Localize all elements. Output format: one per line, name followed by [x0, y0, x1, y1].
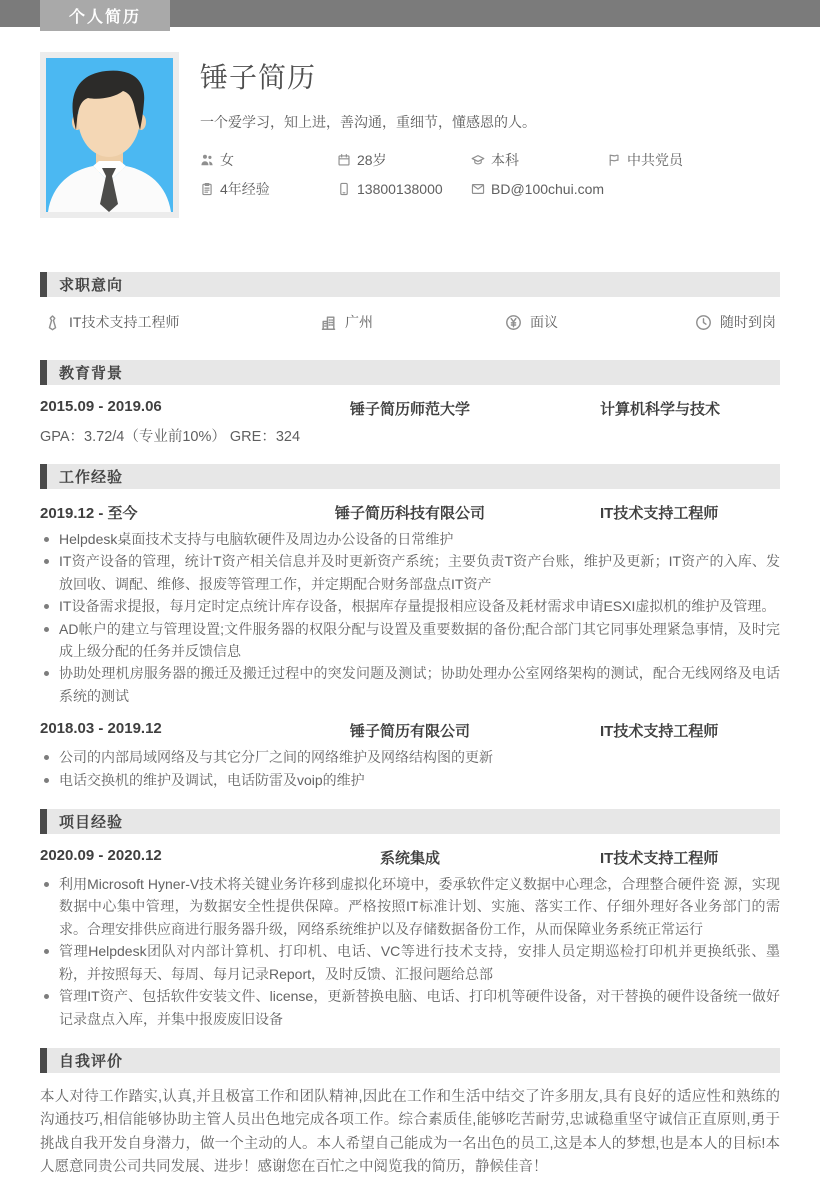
- page-title: 个人简历: [40, 0, 170, 31]
- section-title-label: 工作经验: [59, 469, 124, 486]
- job-intention-value: 面议: [530, 314, 558, 330]
- bullet-item: 电话交换机的维护及调试，电话防雷及voip的维护: [40, 769, 780, 791]
- education-entries: [40, 398, 780, 446]
- entry-header: [40, 720, 780, 740]
- calendar-icon: [337, 153, 351, 167]
- bullet-item: IT设备需求提报，每月定时定点统计库存设备，根据库存量提报相应设备及耗材需求申请ESXI虚拟机的维护及管理。: [40, 595, 780, 617]
- project-entries: [40, 847, 780, 1030]
- entry-header: [40, 502, 780, 522]
- profile-photo: [40, 52, 179, 218]
- bullet-item: 协助处理机房服务器的搬迁及搬迁过程中的突发问题及测试；协助处理办公室网络架构的测试，配合无线网络及电话系统的测试: [40, 662, 780, 707]
- job-intention-item: [320, 312, 505, 332]
- clock-icon: [695, 314, 712, 331]
- avatar: [46, 58, 173, 212]
- job-intention-value: 随时到岗: [720, 314, 776, 330]
- job-intention-item: [505, 312, 690, 332]
- section-title-label: 教育背景: [59, 365, 124, 382]
- entry-organization: 锤子简历师范大学: [349, 401, 471, 418]
- profile-detail-item: [337, 179, 471, 199]
- timeline-entry: [40, 502, 780, 707]
- section-title-education: [40, 360, 780, 385]
- timeline-entry: [40, 720, 780, 791]
- entry-note: GPA：3.72/4（专业前10%） GRE：324: [40, 429, 301, 445]
- entry-date: 2020.09 - 2020.12: [40, 847, 162, 865]
- profile-detail-value: 女: [220, 152, 234, 168]
- profile-detail-value: BD@100chui.com: [491, 181, 605, 197]
- mobile-phone-icon: [337, 182, 351, 196]
- entry-role: IT技术支持工程师: [600, 723, 719, 741]
- section-title-work: [40, 464, 780, 489]
- flag-icon: [607, 153, 621, 167]
- entry-organization: 锤子简历科技有限公司: [334, 505, 486, 522]
- resume-body: [40, 272, 780, 1179]
- yen-circle-icon: [505, 314, 522, 331]
- entry-bullets: [40, 528, 780, 707]
- bullet-item: AD帐户的建立与管理设置;文件服务器的权限分配与设置及重要数据的备份;配合部门其它同事处理紧急事情，及时完成上级分配的任务并反馈信息: [40, 618, 780, 663]
- entry-role: 计算机科学与技术: [600, 401, 721, 418]
- candidate-tagline: 一个爱学习，知上进，善沟通，重细节，懂感恩的人。: [200, 114, 536, 130]
- self-evaluation-text: 本人对待工作踏实,认真,并且极富工作和团队精神,因此在工作和生活中结交了许多朋友,具有良好的适应性和熟练的沟通技巧,相信能够协助主管人员出色地完成各项工作。综合素质佳,能够吃苦耐劳,忠诚稳重坚守诚信正直原则,勇于挑战自我开发自身潜力，做一个主动的人。本人希望自己能成为一名出色的员工,这是本人的梦想,也是本人的目标!本人愿意同贵公司共同发展、进步！感谢您在百忙之中阅览我的简历，静候佳音！: [40, 1088, 780, 1175]
- profile-detail-value: 4年经验: [220, 181, 270, 197]
- necktie-icon: [44, 314, 61, 331]
- bullet-item: 利用Microsoft Hyner-V技术将关键业务许移到虚拟化环境中，委承软件定义数据中心理念，合理整合硬件瓷 源，实现数据中心集中管理，为数据安全性提供保障。严格按照IT标准计划、实施、落实工作、仔细外理好各业务部门的需求。合理安排供应商进行服务器升级，网络系统维护以及存储数据备份工作，从而保障业务系统正常运行: [40, 873, 780, 940]
- entry-header: [40, 398, 780, 418]
- entry-role: IT技术支持工程师: [600, 505, 719, 522]
- profile-detail-value: 28岁: [357, 152, 387, 168]
- top-bar: [0, 0, 820, 27]
- section-title-label: 自我评价: [59, 1052, 124, 1070]
- job-intention-item: [695, 312, 776, 332]
- profile-detail-item: [200, 179, 337, 199]
- job-intention-item: [44, 312, 320, 332]
- candidate-name: 锤子简历: [200, 62, 317, 93]
- profile-section: [0, 27, 820, 218]
- profile-detail-item: [471, 179, 607, 199]
- bullet-item: Helpdesk桌面技术支持与电脑软硬件及周边办公设备的日常维护: [40, 528, 780, 550]
- timeline-entry: [40, 398, 780, 446]
- timeline-entry: [40, 847, 780, 1030]
- entry-date: 2018.03 - 2019.12: [40, 720, 162, 738]
- clipboard-icon: [200, 182, 214, 196]
- profile-detail-item: [337, 150, 471, 170]
- profile-detail-item: [607, 150, 780, 170]
- profile-info: [200, 52, 780, 218]
- entry-bullets: [40, 873, 780, 1030]
- profile-detail-item: [200, 150, 337, 170]
- bullet-item: 管理IT资产、包括软件安装文件、license，更新替换电脑、电话、打印机等硬件设备，对干替换的硬件设备统一做好记录盘点入库，并集中报废废旧设备: [40, 985, 780, 1030]
- profile-detail-value: 中共党员: [627, 152, 683, 168]
- entry-organization: 锤子简历有限公司: [349, 723, 471, 741]
- entry-header: [40, 847, 780, 867]
- entry-date: 2019.12 - 至今: [40, 505, 138, 522]
- entry-bullets: [40, 746, 780, 791]
- job-intention-row: [40, 297, 780, 342]
- people-icon: [200, 153, 214, 167]
- envelope-icon: [471, 182, 485, 196]
- section-title-label: 求职意向: [59, 277, 124, 294]
- bullet-item: 公司的内部局域网络及与其它分厂之间的网络维护及网络结构图的更新: [40, 746, 780, 768]
- work-entries: [40, 502, 780, 791]
- graduation-cap-icon: [471, 153, 485, 167]
- job-intention-value: 广州: [345, 314, 373, 330]
- profile-detail-value: 本科: [491, 152, 519, 168]
- bullet-item: 管理Helpdesk团队对内部计算机、打印机、电话、VC等进行技术支持，安排人员定期巡检打印机并更换纸张、墨粉，并按照每天、每周、每月记录Report，及时反馈、汇报问题给总部: [40, 940, 780, 985]
- section-title-self-evaluation: [40, 1048, 780, 1073]
- profile-details: [200, 150, 780, 199]
- bullet-item: IT资产设备的管理，统计T资产相关信息并及时更新资产系统；主要负责T资产台账，维护及更新；IT资产的入库、发放回收、调配、维修、报废等管理工作，并定期配合财务部盘点IT资产: [40, 550, 780, 595]
- section-title-job-intention: [40, 272, 780, 297]
- building-icon: [320, 314, 337, 331]
- entry-date: 2015.09 - 2019.06: [40, 398, 162, 415]
- job-intention-value: IT技术支持工程师: [69, 314, 180, 330]
- entry-organization: 系统集成: [379, 850, 441, 868]
- section-title-project: [40, 809, 780, 834]
- profile-detail-value: 13800138000: [357, 181, 443, 197]
- entry-role: IT技术支持工程师: [600, 850, 719, 868]
- section-title-label: 项目经验: [59, 814, 124, 832]
- profile-detail-item: [471, 150, 607, 170]
